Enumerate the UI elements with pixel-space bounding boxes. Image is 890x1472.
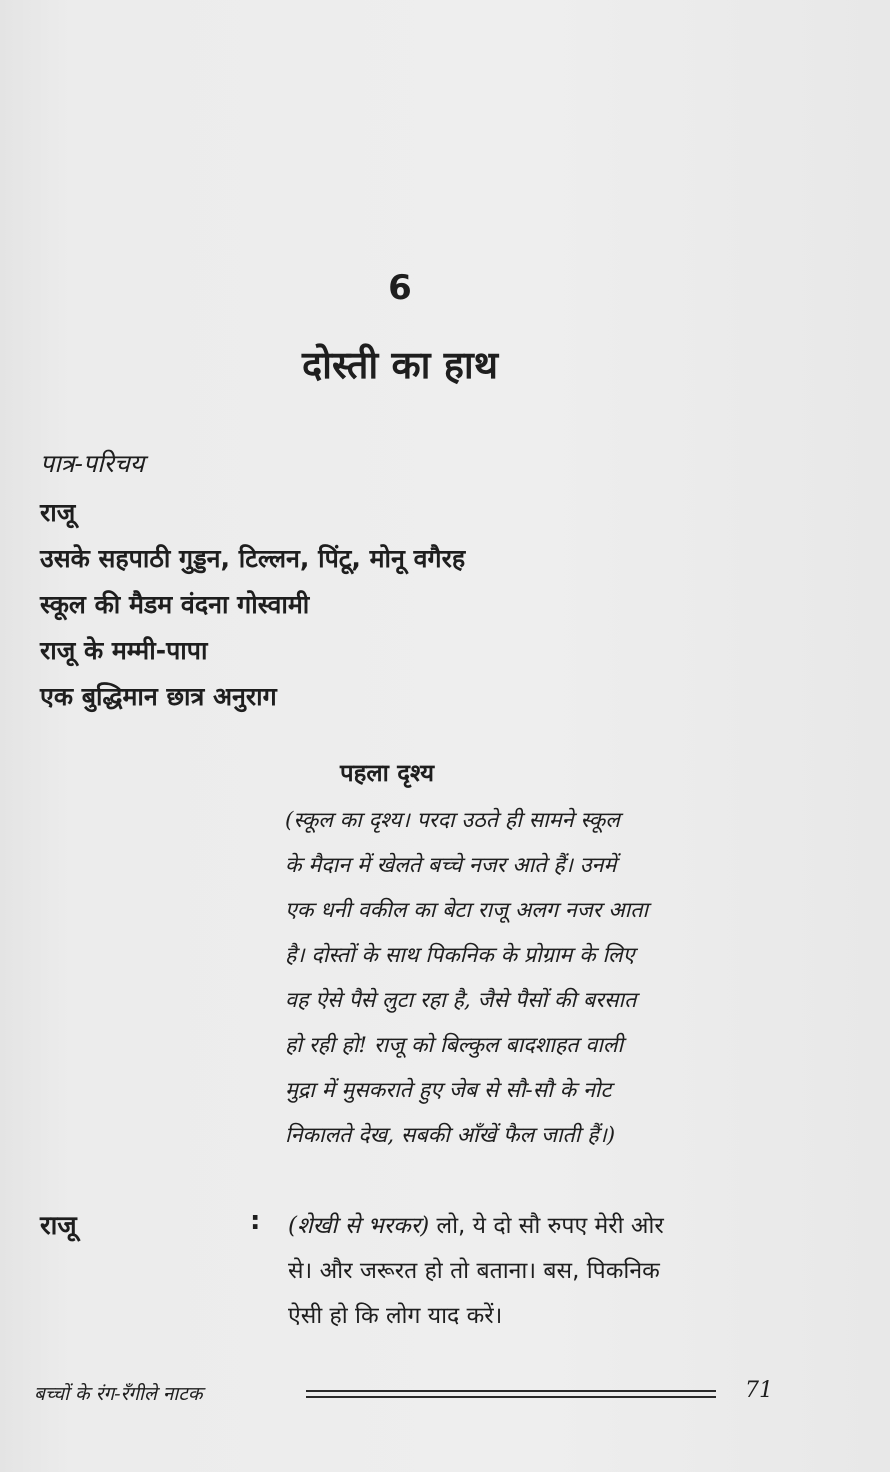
stage-direction-line: हो रही हो! राजू को बिल्कुल बादशाहत वाली <box>285 1033 624 1058</box>
cast-member: स्कूल की मैडम वंदना गोस्वामी <box>40 590 310 619</box>
cast-heading: पात्र-परिचय <box>40 449 145 478</box>
stage-direction-line: वह ऐसे पैसे लुटा रहा है, जैसे पैसों की बरसात <box>285 988 637 1013</box>
dialogue-line: से। और जरूरत हो तो बताना। बस, पिकनिक <box>288 1258 660 1284</box>
dialogue-line <box>288 1206 788 1251</box>
stage-direction-line: निकालते देख, सबकी आँखें फैल जाती हैं।) <box>285 1123 616 1148</box>
chapter-title: दोस्ती का हाथ <box>301 343 499 387</box>
dialogue-line: ऐसी हो कि लोग याद करें। <box>288 1303 503 1329</box>
stage-direction-line: मुद्रा में मुसकराते हुए जेब से सौ-सौ के नोट <box>285 1078 612 1103</box>
cast-list <box>40 490 465 720</box>
stage-direction-line: एक धनी वकील का बेटा राजू अलग नजर आता <box>285 898 649 923</box>
dialogue-aside: (शेखी से भरकर) <box>288 1213 430 1239</box>
footer-double-rule <box>306 1390 716 1398</box>
stage-direction-line: (स्कूल का दृश्य। परदा उठते ही सामने स्कूल <box>285 808 620 833</box>
cast-member: उसके सहपाठी गुड्डन, टिल्लन, पिंटू, मोनू वगैरह <box>40 544 466 573</box>
cast-member: राजू के मम्मी-पापा <box>40 636 208 665</box>
cast-member: राजू <box>40 498 76 527</box>
scene-title: पहला दृश्य <box>340 759 435 787</box>
chapter-number: 6 <box>388 268 412 308</box>
dialogue-speaker: राजू <box>40 1211 77 1241</box>
cast-member: एक बुद्धिमान छात्र अनुराग <box>40 682 277 711</box>
page-number: 71 <box>745 1378 773 1403</box>
stage-directions <box>285 798 775 1158</box>
stage-direction-line: है। दोस्तों के साथ पिकनिक के प्रोग्राम के लिए <box>285 943 635 968</box>
footer-book-title: बच्चों के रंग-रँगीले नाटक <box>34 1383 203 1405</box>
stage-direction-line: के मैदान में खेलते बच्चे नजर आते हैं। उनमें <box>285 853 617 878</box>
dialogue-line-rest: लो, ये दो सौ रुपए मेरी ओर <box>429 1213 664 1239</box>
dialogue-text <box>288 1206 788 1341</box>
dialogue-colon: : <box>250 1206 261 1236</box>
